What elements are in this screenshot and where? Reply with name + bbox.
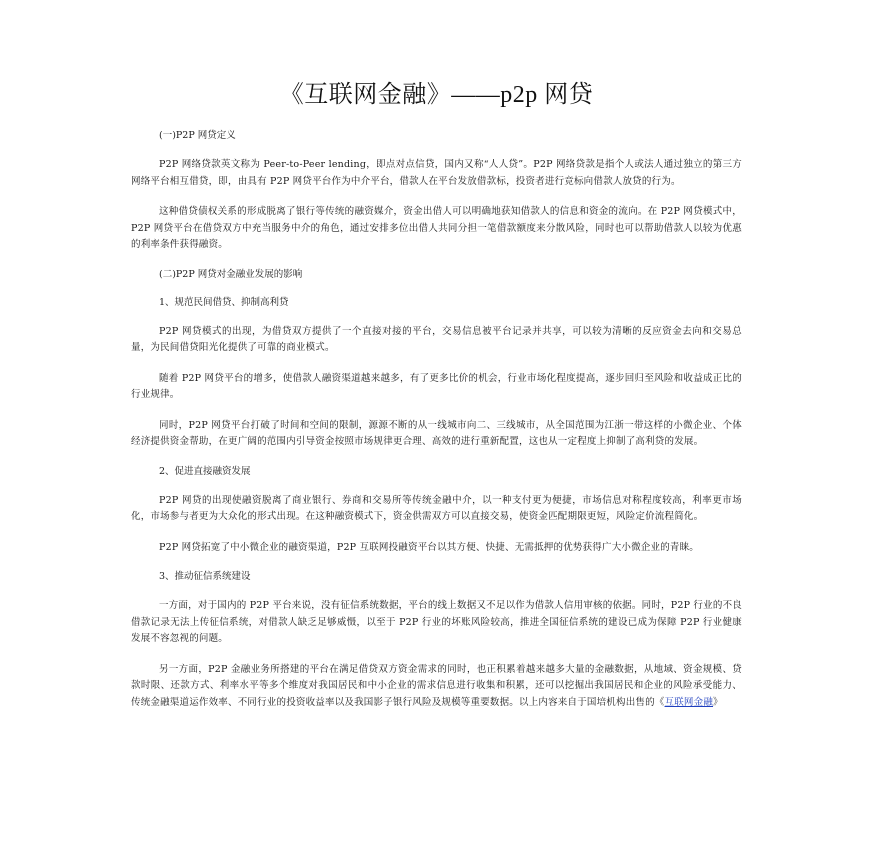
- section-heading-impact: (二)P2P 网贷对金融业发展的影响: [159, 268, 303, 280]
- closing-bracket: 》: [713, 696, 723, 708]
- paragraph-direct-2: P2P 网贷拓宽了中小微企业的融资渠道，P2P 互联网投融资平台以其方便、快捷、无需抵押的优势获得广大小微企业的青睐。: [159, 541, 699, 553]
- paragraph-credit-2-text: 另一方面，P2P 金融业务所搭建的平台在满足借贷双方资金需求的同时，也正积累着越来越多大量的金融数据，从地域、资金规模、贷款时限、还款方式、利率水平等多个维度对我国居民和中小企业的需求信息进行收集和积累，还可以挖掘出我国居民和企业的风险承受能力、传统金融渠道运作效率、不同行业的投资收益率以及我国影子银行风险及规模等重要数据。以上内容来自于国培机构出售的《: [131, 663, 742, 708]
- internet-finance-link[interactable]: 互联网金融: [664, 696, 714, 708]
- section-heading-definition: (一)P2P 网贷定义: [159, 130, 236, 141]
- paragraph-definition-1: P2P 网络贷款英文称为 Peer-to-Peer lending，即点对点信贷，国内又称“人人贷”。P2P 网络贷款是指个人或法人通过独立的第三方网络平台相互借贷，即，由具有 P2P 网贷平台作为中介平台，借款人在平台发放借款标，投资者进行竞标向借款人放贷的行为。: [131, 159, 742, 187]
- paragraph-regulate-2: 随着 P2P 网贷平台的增多，使借款人融资渠道越来越多，有了更多比价的机会，行业市场化程度提高，逐步回归至风险和收益成正比的行业规律。: [131, 372, 742, 400]
- paragraph-credit-2: [131, 662, 742, 712]
- document-title: 《互联网金融》——p2p 网贷: [279, 82, 594, 108]
- subheading-credit-system: 3、推动征信系统建设: [159, 571, 251, 582]
- paragraph-credit-1: 一方面，对于国内的 P2P 平台来说，没有征信系统数据，平台的线上数据又不足以作为借款人信用审核的依据。同时，P2P 行业的不良借款记录无法上传征信系统，对借款人缺乏足够威慑，以至于 P2P 行业的坏账风险较高，推进全国征信系统的建设已成为保障 P2P 行业健康发展不容忽视的问题。: [131, 600, 742, 644]
- paragraph-regulate-3: 同时，P2P 网贷平台打破了时间和空间的限制，源源不断的从一线城市向二、三线城市，从全国范围为江浙一带这样的小微企业、个体经济提供资金帮助，在更广阔的范围内引导资金按照市场规律更合理、高效的进行重新配置，这也从一定程度上抑制了高利贷的发展。: [131, 419, 742, 447]
- subheading-direct-financing: 2、促进直接融资发展: [159, 465, 251, 477]
- paragraph-direct-1: P2P 网贷的出现使融资脱离了商业银行、券商和交易所等传统金融中介，以一种支付更为便捷，市场信息对称程度较高，利率更市场化，市场参与者更为大众化的形式出现。在这种融资模式下，资金供需双方可以直接交易，使资金匹配期限更短，风险定价流程简化。: [131, 494, 742, 522]
- paragraph-definition-2: 这种借贷债权关系的形成脱离了银行等传统的融资媒介，资金出借人可以明确地获知借款人的信息和资金的流向。在 P2P 网贷模式中，P2P 网贷平台在借贷双方中充当服务中介的角色，通过安排多位出借人共同分担一笔借款额度来分散风险，同时也可以帮助借款人以较为优惠的利率条件获得融资。: [131, 206, 742, 250]
- paragraph-regulate-1: P2P 网贷模式的出现，为借贷双方提供了一个直接对接的平台，交易信息被平台记录并共享，可以较为清晰的反应资金去向和交易总量，为民间借贷阳光化提供了可靠的商业模式。: [131, 325, 742, 353]
- subheading-regulate-lending: 1、规范民间借贷、抑制高利贷: [159, 296, 289, 308]
